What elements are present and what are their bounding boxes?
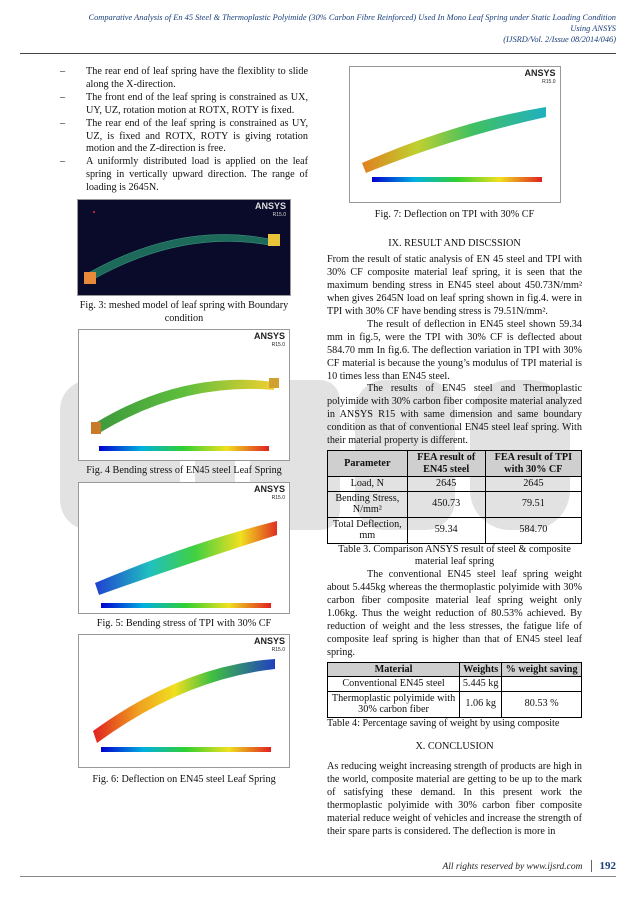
list-item-text: The rear end of the leaf spring is constrained as UY, UZ, is fixed and ROTX, ROTY is giving rotation motion and the Z-direction is free. — [86, 117, 308, 155]
footer-copyright: All rights reserved by www.ijsrd.com — [442, 862, 583, 872]
table-cell: Conventional EN45 steel — [328, 677, 460, 692]
conclusion-paragraph: As reducing weight increasing strength of products are high in the world, composite material are getting to be up to the mark of satisfying these demand. In this present work the thermoplastic polyimide with 30% carbon fiber composite material reduce weight of vehicles and increase the strength of their spare parts is considered. The deflection is more in — [327, 761, 582, 837]
results-paragraph-3: The results of EN45 steel and Thermoplastic polyimide with 30% carbon fiber composite material analyzed in ANSYS R15 with same dimension and same boundary condition as that of conventional EN45 steel leaf spring. With their material property is different. — [327, 383, 582, 447]
weight-paragraph: The conventional EN45 steel leaf spring weight about 5.445kg whereas the thermoplastic polyimide with 30% carbon fiber composite material leaf spring weight only 1.06kg. Thus the weight reduction of 80.53% achieved. By reduction of weight and the less stresses, the fatigue life of composite leaf spring is higher than that of EN45 steel leaf spring. — [327, 569, 582, 658]
table-row — [328, 517, 582, 543]
table-cell: 450.73 — [407, 491, 485, 517]
table-cell — [502, 677, 582, 692]
table-cell: 1.06 kg — [460, 691, 502, 717]
table-row — [328, 491, 582, 517]
list-item — [60, 118, 308, 157]
table-cell: Total Deflection, mm — [328, 517, 408, 543]
list-item — [60, 156, 308, 195]
ansys-logo: ANSYS R15.0 — [524, 68, 556, 85]
list-item — [60, 92, 308, 118]
table-header-cell: FEA result of TPI with 30% CF — [485, 451, 581, 477]
page-footer — [442, 860, 616, 872]
list-item-text: A uniformly distributed load is applied on the leaf spring in vertically upward direction. The range of loading is 2645N. — [86, 156, 308, 194]
section-heading-results: IX. RESULT AND DISCSSION — [388, 237, 521, 249]
list-item-text: The front end of the leaf spring is constrained as UX, UY, UZ, rotation motion at ROTX, ROTY is fixed. — [86, 91, 308, 116]
figure-5-image — [78, 482, 290, 614]
bullet-dash: – — [60, 156, 66, 168]
table-header-cell: FEA result of EN45 steel — [407, 451, 485, 477]
figure-3-caption: Fig. 3: meshed model of leaf spring with Boundary condition — [79, 300, 289, 324]
table-header-cell: Material — [328, 662, 460, 677]
header-rule — [20, 53, 616, 54]
table-header-cell: Parameter — [328, 451, 408, 477]
table-4 — [327, 662, 582, 718]
figure-6-image — [78, 634, 290, 768]
table-cell: Load, N — [328, 477, 408, 492]
figure-4-caption: Fig. 4 Bending stress of EN45 steel Leaf Spring — [86, 465, 282, 477]
table-3-caption: Table 3. Comparison ANSYS result of steel & composite material leaf spring — [338, 543, 571, 568]
bullet-dash: – — [60, 66, 66, 77]
figure-3-image — [77, 199, 291, 296]
right-column — [327, 66, 582, 839]
ansys-logo: ANSYS R15.0 — [254, 201, 286, 219]
table-header-cell: % weight saving — [502, 662, 582, 677]
table-cell: 5.445 kg — [460, 677, 502, 692]
left-column — [60, 66, 308, 787]
running-header — [20, 12, 616, 45]
table-row — [328, 677, 582, 692]
table-cell: 80.53 % — [502, 691, 582, 717]
page-number: 192 — [591, 860, 617, 872]
figure-4-image — [78, 329, 290, 461]
list-item-text: The rear end of leaf spring have the flexiblity to slide along the X-direction. — [86, 66, 308, 90]
figure-7-caption: Fig. 7: Deflection on TPI with 30% CF — [374, 209, 535, 220]
header-title-cont: Using ANSYS — [570, 24, 616, 33]
table-cell: 2645 — [407, 477, 485, 492]
figure-6-caption: Fig. 6: Deflection on EN45 steel Leaf Spring — [92, 774, 276, 786]
bullet-dash: – — [60, 117, 66, 129]
ansys-logo: ANSYS R15.0 — [253, 331, 285, 349]
boundary-condition-list — [60, 66, 308, 195]
table-header-row — [328, 662, 582, 677]
table-cell: 584.70 — [485, 517, 581, 543]
figure-5-caption: Fig. 5: Bending stress of TPI with 30% CF — [96, 617, 272, 629]
table-cell: Bending Stress, N/mm² — [328, 491, 408, 517]
table-header-cell: Weights — [460, 662, 502, 677]
results-paragraph-2: The result of deflection in EN45 steel shown 59.34 mm in fig.5, were the TPI with 30% CF is deflected about 584.70 mm In fig.6. The deflection variation in TPI with 30% CF material is because the young’s modulus of TPI material is 10 times less than EN45 steel. — [327, 318, 582, 382]
section-heading-conclusion: X. CONCLUSION — [415, 740, 494, 752]
table-header-row — [328, 451, 582, 477]
header-citation: (IJSRD/Vol. 2/Issue 08/2014/046) — [503, 35, 616, 44]
table-cell: Thermoplastic polyimide with 30% carbon fiber — [328, 691, 460, 717]
table-4-caption: Table 4: Percentage saving of weight by using composite — [327, 717, 560, 729]
header-title: Comparative Analysis of En 45 Steel & Thermoplastic Polyimide (30% Carbon Fibre Reinforced) Used In Mono Leaf Spring under Static Loading Condition — [88, 13, 616, 22]
list-item — [60, 66, 308, 92]
table-cell: 2645 — [485, 477, 581, 492]
ansys-logo: ANSYS R15.0 — [253, 483, 285, 501]
table-3 — [327, 450, 582, 544]
figure-7-image — [349, 66, 561, 203]
table-row — [328, 477, 582, 492]
footer-rule — [20, 876, 616, 877]
bullet-dash: – — [60, 91, 66, 103]
table-cell: 59.34 — [407, 517, 485, 543]
table-cell: 79.51 — [485, 491, 581, 517]
results-paragraph-1: From the result of static analysis of EN 45 steel and TPI with 30% CF composite material leaf spring, it is seen that the maximum bending stress in EN45 steel about 450.73N/mm² when gives 2645N load on leaf spring shown in fig.4. were in TPI with 30% CF have bending stress is 79.51N/mm². — [327, 254, 582, 318]
ansys-logo: ANSYS R15.0 — [253, 636, 285, 654]
table-row — [328, 691, 582, 717]
